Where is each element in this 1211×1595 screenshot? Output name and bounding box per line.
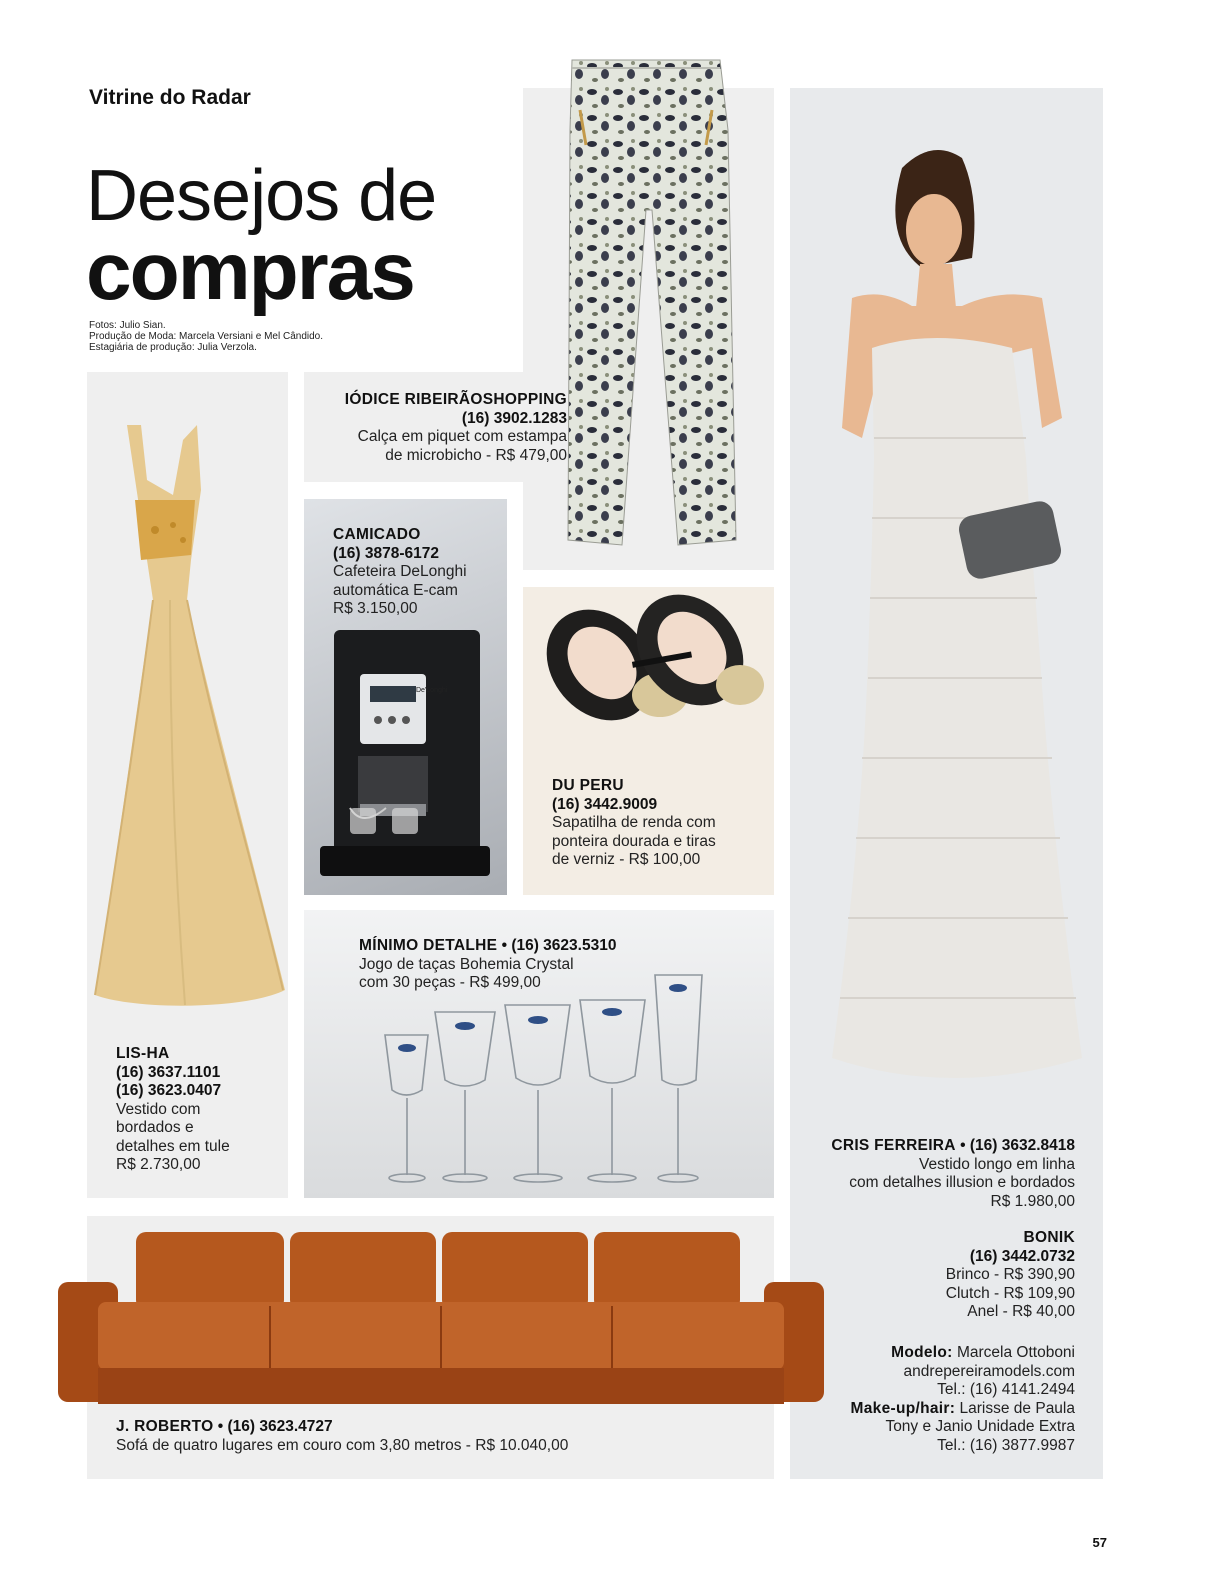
description-line: Sapatilha de renda com (552, 814, 716, 831)
store-phone: (16) 3637.1101 (116, 1063, 221, 1081)
caption-camicado (333, 526, 503, 619)
store-phone: (16) 3878-6172 (333, 544, 439, 562)
photo-credits (89, 320, 389, 353)
store-phone: (16) 3632.8418 (969, 1137, 1075, 1154)
credit-line: Estagiária de produção: Julia Verzola. (89, 342, 257, 353)
gold-dress-image (95, 420, 285, 1010)
crystal-glasses-image (380, 970, 710, 1190)
description-line: Anel - R$ 40,00 (967, 1303, 1075, 1320)
headline-bold: compras (86, 226, 414, 317)
store-phone: (16) 3623.4727 (227, 1418, 333, 1435)
credit-value: Tony e Janio Unidade Extra (885, 1418, 1075, 1435)
store-name: MÍNIMO DETALHE (359, 937, 498, 954)
machine-brand-label: De'Longhi (416, 687, 448, 694)
store-phone: (16) 3442.0732 (969, 1247, 1075, 1265)
description-line: R$ 1.980,00 (990, 1192, 1075, 1210)
store-name: IÓDICE RIBEIRÃOSHOPPING (344, 391, 567, 408)
shoes-image (540, 595, 765, 745)
headline-light: Desejos de (86, 156, 437, 236)
description-line: Clutch - R$ 109,90 (945, 1284, 1075, 1302)
leather-sofa-image (58, 1232, 824, 1410)
credit-label: Modelo: (891, 1344, 953, 1361)
description-line: com 30 peças - R$ 499,00 (359, 974, 541, 991)
caption-cris (775, 1137, 1075, 1211)
store-name: BONIK (1023, 1229, 1075, 1246)
store-name: J. ROBERTO (116, 1418, 214, 1435)
description-line: de verniz - R$ 100,00 (552, 851, 701, 868)
store-name: LIS-HA (116, 1045, 170, 1062)
credit-value: Larisse de Paula (959, 1399, 1075, 1417)
model-white-gown-image (812, 138, 1092, 1088)
caption-minimo (359, 937, 679, 993)
description-line: R$ 2.730,00 (116, 1156, 201, 1173)
caption-duperu (552, 777, 767, 870)
store-phone: (16) 3902.1283 (461, 409, 567, 427)
store-name: CRIS FERREIRA (831, 1137, 956, 1154)
description-line: Sofá de quatro lugares em couro com 3,80 metros - R$ 10.040,00 (116, 1436, 569, 1454)
credit-value: andrepereiramodels.com (903, 1362, 1075, 1380)
store-phone: (16) 3623.5310 (511, 937, 617, 954)
credit-value: Marcela Ottoboni (956, 1344, 1075, 1361)
store-name: CAMICADO (333, 526, 421, 543)
separator: • (960, 1137, 966, 1154)
caption-lisha (116, 1045, 284, 1175)
coffee-machine-image (320, 628, 490, 880)
description-line: bordados e (116, 1119, 194, 1136)
page-number: 57 (1092, 1535, 1107, 1550)
description-line: Vestido com (116, 1100, 201, 1118)
description-line: automática E-cam (333, 581, 458, 599)
caption-jroberto (116, 1418, 736, 1455)
separator: • (501, 937, 507, 954)
caption-iodice (307, 391, 567, 465)
credit-value: Tel.: (16) 3877.9987 (937, 1436, 1075, 1454)
description-line: R$ 3.150,00 (333, 600, 418, 617)
description-line: com detalhes illusion e bordados (849, 1174, 1075, 1191)
credit-label: Make-up/hair: (850, 1399, 956, 1417)
description-line: de microbicho - R$ 479,00 (385, 446, 567, 464)
description-line: Jogo de taças Bohemia Crystal (359, 955, 574, 973)
store-phone: (16) 3623.0407 (116, 1082, 222, 1099)
store-name: DU PERU (552, 777, 624, 794)
caption-bonik (815, 1229, 1075, 1322)
description-line: ponteira dourada e tiras (552, 832, 716, 850)
separator: • (217, 1418, 224, 1435)
description-line: Calça em piquet com estampa (357, 428, 567, 445)
description-line: Vestido longo em linha (919, 1155, 1075, 1173)
store-phone: (16) 3442.9009 (552, 795, 658, 813)
credit-line: Fotos: Julio Sian. (89, 320, 166, 331)
section-title: Vitrine do Radar (89, 86, 251, 109)
printed-pants-image (560, 60, 740, 550)
description-line: Cafeteira DeLonghi (333, 563, 467, 580)
description-line: detalhes em tule (116, 1137, 230, 1155)
credit-value: Tel.: (16) 4141.2494 (937, 1381, 1075, 1398)
credit-line: Produção de Moda: Marcela Versiani e Mel Cândido. (89, 331, 324, 342)
model-credits (785, 1344, 1075, 1455)
description-line: Brinco - R$ 390,90 (945, 1266, 1075, 1283)
